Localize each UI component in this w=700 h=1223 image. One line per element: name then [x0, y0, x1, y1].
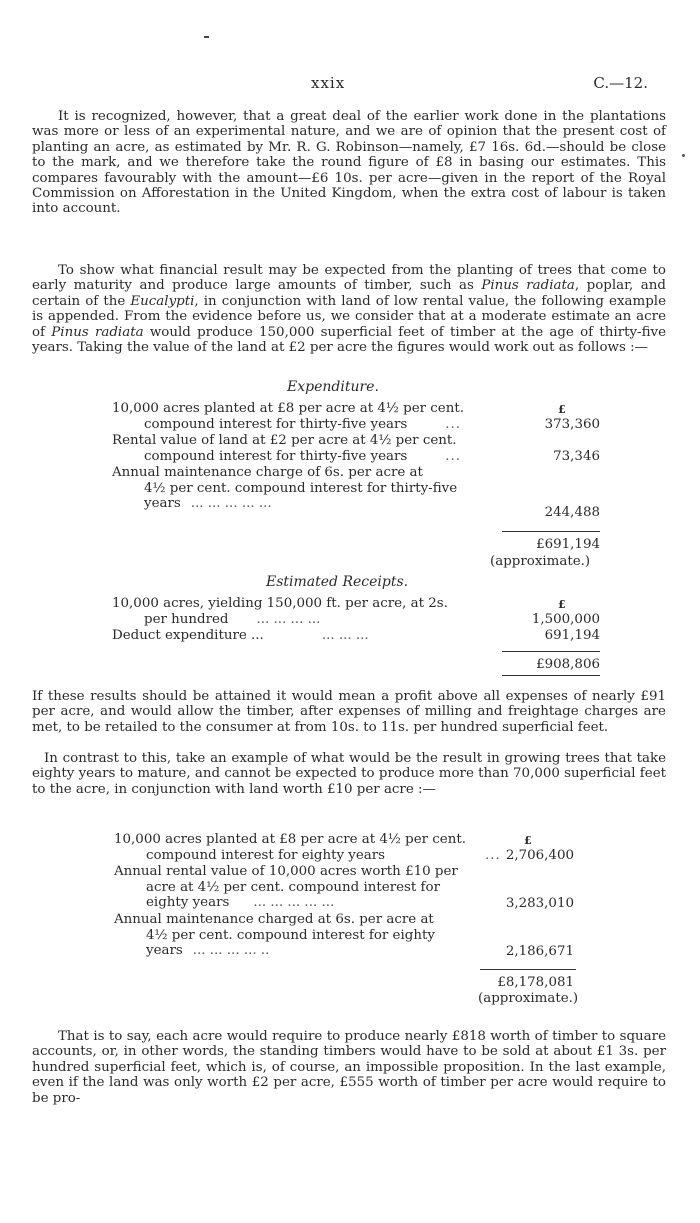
expenditure-item-1: 10,000 acres planted at £8 per acre at 4½ per cent. compound interest for thirty-five years ... [112, 401, 464, 432]
expenditure-amount-3: 244,488 [544, 505, 600, 520]
second-approx-note: (approximate.) [478, 991, 579, 1006]
second-item-2: Annual rental value of 10,000 acres worth £10 per acre at 4½ per cent. compound interest for eighty years ... ... ... ... ... [114, 864, 458, 911]
expenditure-item-2: Rental value of land at £2 per acre at 4½ per cent. compound interest for thirty-five years ... [112, 433, 462, 464]
paragraph-3: If these results should be attained it would mean a profit above all expenses of nearly £91 per acre, and would allow the timber, after expenses of milling and freightage charges are met, to be retailed to the consumer at from 10s. to 11s. per hundred superficial feet. [32, 689, 666, 735]
paragraph-5: That is to say, each acre would require to produce nearly £818 worth of timber to square accounts, or, in other words, the standing timbers would have to be sold at about £1 3s. per hundred superficial feet, which is, of course, an impossible proposition. In the last example, even if the land was only worth £2 per acre, £555 worth of timber per acre would require to be pro- [32, 1029, 666, 1106]
margin-speck [682, 154, 685, 157]
second-amount-3: 2,186,671 [505, 944, 574, 959]
second-item-3: Annual maintenance charged at 6s. per acre at 4½ per cent. compound interest for eighty years ... ... ... ... .. [114, 912, 435, 959]
paragraph-4: In contrast to this, take an example of what would be the result in growing trees that take eighty years to mature, and cannot be expected to produce more than 70,000 superficial feet to the acre, in conjunction with land worth £10 per acre :— [32, 751, 666, 797]
second-total-rule [480, 969, 576, 970]
second-total: £8,178,081 [497, 975, 574, 990]
document-reference: C.—12. [593, 74, 648, 92]
page-number: xxix [311, 74, 346, 92]
receipts-amount-2: 691,194 [544, 628, 600, 643]
expenditure-amount-2: 73,346 [553, 449, 600, 464]
expenditure-approx-note: (approximate.) [490, 554, 591, 569]
expenditure-item-3: Annual maintenance charge of 6s. per acre at 4½ per cent. compound interest for thirty-five years ... ... ... ... ... [112, 465, 458, 512]
receipts-total: £908,806 [536, 657, 600, 672]
second-amount-2: 3,283,010 [505, 896, 574, 911]
expenditure-total-rule [502, 531, 600, 532]
page-header [0, 74, 700, 94]
currency-symbol: £ [558, 598, 566, 611]
second-item-1: 10,000 acres planted at £8 per acre at 4½ per cent. compound interest for eighty years ... [114, 832, 501, 863]
expenditure-title: Expenditure. [287, 379, 379, 395]
second-amount-1: 2,706,400 [505, 848, 574, 863]
paragraph-2: To show what financial result may be expected from the planting of trees that come to early maturity and produce large amounts of timber, such as Pinus radiata, poplar, and certain of the Eucalypti, in conjunction with land of low rental value, the following example is appended. From the evidence before us, we consider that at a moderate estimate an acre of Pinus radiata would produce 150,000 superficial feet of timber at the age of thirty-five years. Taking the value of the land at £2 per acre the figures would work out as follows :— [32, 263, 666, 356]
receipts-item-1: 10,000 acres, yielding 150,000 ft. per acre, at 2s. per hundred ... ... ... ... [112, 596, 448, 627]
receipts-total-rule [502, 651, 600, 652]
mark-dash [204, 36, 209, 38]
receipts-total-underline [502, 675, 600, 676]
receipts-title: Estimated Receipts. [266, 574, 409, 590]
currency-symbol: £ [524, 834, 532, 847]
expenditure-amount-1: 373,360 [544, 417, 600, 432]
receipts-item-2: Deduct expenditure ... ... ... ... [112, 628, 369, 643]
currency-symbol: £ [558, 403, 566, 416]
expenditure-total: £691,194 [536, 537, 600, 552]
receipts-amount-1: 1,500,000 [531, 612, 600, 627]
paragraph-1: It is recognized, however, that a great deal of the earlier work done in the plantations was more or less of an experimental nature, and we are of opinion that the present cost of planting an acre, as estimated by Mr. R. G. Robinson—namely, £7 16s. 6d.—should be close to the mark, and we therefore take the round figure of £8 in basing our estimates. This compares favourably with the amount—£6 10s. per acre—given in the report of the Royal Commission on Afforestation in the United Kingdom, when the extra cost of labour is taken into account. [32, 109, 666, 217]
